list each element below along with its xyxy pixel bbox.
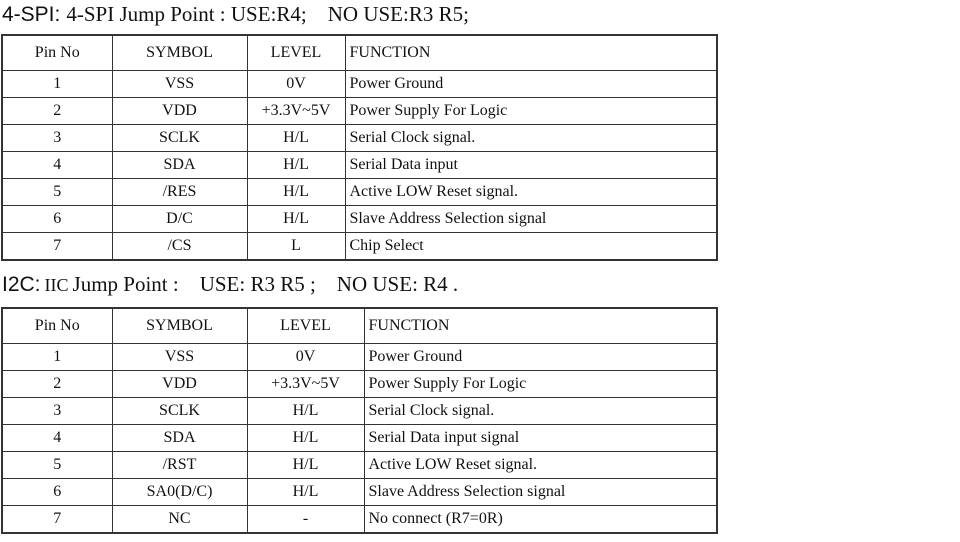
table-row (2, 398, 717, 425)
column-header-function: FUNCTION (345, 35, 717, 71)
cell-function: Serial Data input signal (364, 425, 717, 452)
cell-function: Slave Address Selection signal (345, 206, 717, 233)
spi-table-body (2, 35, 717, 260)
i2c-pin-table (1, 307, 718, 534)
column-header-level: LEVEL (247, 35, 345, 71)
cell-level: H/L (247, 152, 345, 179)
table-row (2, 125, 717, 152)
cell-symbol: VDD (112, 98, 247, 125)
column-header-symbol: SYMBOL (112, 35, 247, 71)
table-row (2, 233, 717, 261)
cell-level: H/L (247, 452, 364, 479)
cell-pin-no: 2 (2, 98, 112, 125)
cell-symbol: NC (112, 506, 247, 534)
cell-pin-no: 4 (2, 425, 112, 452)
cell-level: L (247, 233, 345, 261)
cell-level: H/L (247, 125, 345, 152)
cell-function: Active LOW Reset signal. (345, 179, 717, 206)
cell-function: Serial Data input (345, 152, 717, 179)
column-header-symbol: SYMBOL (112, 308, 247, 344)
cell-function: Power Ground (364, 344, 717, 371)
cell-pin-no: 3 (2, 398, 112, 425)
spi-heading-prefix: 4-SPI: (2, 3, 61, 26)
cell-level: - (247, 506, 364, 534)
column-header-pin-no: Pin No (2, 308, 112, 344)
table-row (2, 71, 717, 98)
table-row (2, 179, 717, 206)
table-row (2, 344, 717, 371)
cell-symbol: SCLK (112, 125, 247, 152)
cell-level: H/L (247, 179, 345, 206)
cell-function: Power Ground (345, 71, 717, 98)
cell-pin-no: 1 (2, 71, 112, 98)
cell-function: Serial Clock signal. (364, 398, 717, 425)
cell-function: No connect (R7=0R) (364, 506, 717, 534)
i2c-heading (2, 272, 458, 297)
cell-level: +3.3V~5V (247, 371, 364, 398)
cell-symbol: /CS (112, 233, 247, 261)
cell-level: H/L (247, 206, 345, 233)
table-row (2, 206, 717, 233)
cell-pin-no: 7 (2, 233, 112, 261)
cell-symbol: /RST (112, 452, 247, 479)
cell-symbol: D/C (112, 206, 247, 233)
cell-pin-no: 1 (2, 344, 112, 371)
cell-pin-no: 3 (2, 125, 112, 152)
cell-symbol: SCLK (112, 398, 247, 425)
cell-function: Chip Select (345, 233, 717, 261)
cell-symbol: VDD (112, 371, 247, 398)
cell-symbol: VSS (112, 71, 247, 98)
cell-level: H/L (247, 479, 364, 506)
cell-function: Power Supply For Logic (364, 371, 717, 398)
cell-level: H/L (247, 425, 364, 452)
spi-heading (2, 2, 469, 27)
cell-function: Power Supply For Logic (345, 98, 717, 125)
i2c-jump-note: Jump Point : USE: R3 R5 ; NO USE: R4 . (72, 272, 459, 296)
table-row (2, 371, 717, 398)
cell-pin-no: 7 (2, 506, 112, 534)
cell-level: 0V (247, 344, 364, 371)
spi-pin-table (1, 34, 718, 261)
cell-level: 0V (247, 71, 345, 98)
cell-pin-no: 2 (2, 371, 112, 398)
cell-symbol: SDA (112, 425, 247, 452)
table-row (2, 425, 717, 452)
i2c-table-body (2, 308, 717, 533)
column-header-pin-no: Pin No (2, 35, 112, 71)
cell-level: +3.3V~5V (247, 98, 345, 125)
i2c-heading-prefix: I2C: (2, 273, 41, 296)
spi-jump-note: 4-SPI Jump Point : USE:R4; NO USE:R3 R5; (66, 2, 469, 26)
table-row (2, 452, 717, 479)
cell-function: Slave Address Selection signal (364, 479, 717, 506)
table-row (2, 479, 717, 506)
cell-pin-no: 6 (2, 206, 112, 233)
column-header-level: LEVEL (247, 308, 364, 344)
table-row (2, 152, 717, 179)
cell-pin-no: 5 (2, 179, 112, 206)
cell-symbol: /RES (112, 179, 247, 206)
cell-pin-no: 6 (2, 479, 112, 506)
cell-pin-no: 4 (2, 152, 112, 179)
cell-symbol: SDA (112, 152, 247, 179)
table-header-row (2, 308, 717, 344)
table-row (2, 98, 717, 125)
i2c-iic-label: IIC (44, 275, 69, 295)
cell-function: Active LOW Reset signal. (364, 452, 717, 479)
cell-symbol: VSS (112, 344, 247, 371)
cell-symbol: SA0(D/C) (112, 479, 247, 506)
column-header-function: FUNCTION (364, 308, 717, 344)
cell-level: H/L (247, 398, 364, 425)
cell-function: Serial Clock signal. (345, 125, 717, 152)
table-header-row (2, 35, 717, 71)
cell-pin-no: 5 (2, 452, 112, 479)
table-row (2, 506, 717, 534)
